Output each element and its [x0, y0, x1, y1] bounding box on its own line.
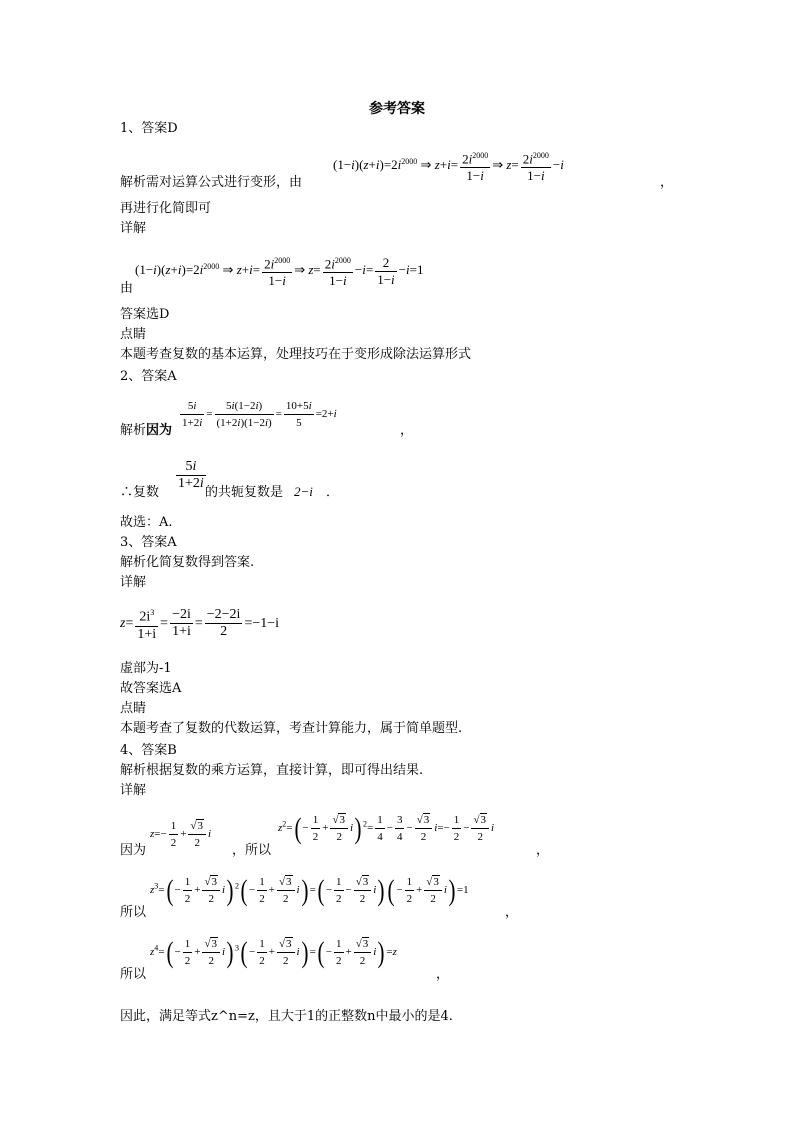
q1-detail-label: 详解: [120, 221, 147, 236]
q1-analysis-prefix: 解析需对运算公式进行变形，由: [120, 175, 303, 190]
q1-choice: 答案选D: [120, 307, 170, 322]
q4-z4: $z^4=$( − $\frac{1}{2}$ + $\frac{√3}{2}$ i) $^3$( − $\frac{1}{2}$ + $\frac{√3}{2}$ i) =( − $\frac{1}{2}$ + $\frac{√3}{2}$ i) =z: [150, 935, 397, 969]
page-title: 参考答案: [369, 101, 425, 117]
q3-comment-text: 本题考查了复数的代数运算，考查计算能力，属于简单题型.: [120, 721, 463, 736]
q2-formula: $\frac{5i}{1+2i}$ = $\frac{5i(1-2i)}{(1+2i)(1-2i)}$ = $\frac{10+5i}{5}$ =2+i: [182, 400, 337, 429]
q4-detail-label: 详解: [120, 783, 147, 798]
q2-analysis-prefix: 解析: [120, 423, 147, 438]
q2-answer: 2、答案A: [120, 369, 177, 384]
q2-therefore-mid: 的共轭复数是: [205, 485, 284, 500]
q4-answer: 4、答案B: [120, 743, 177, 758]
q3-formula: z= $\frac{2i^3}{1+i}$ = $\frac{-2i}{1+i}$ = $\frac{-2-2i}{2}$ =−1−i: [120, 605, 279, 643]
q4-so-1: ，所以: [232, 843, 272, 858]
q3-comment-label: 点睛: [120, 701, 147, 716]
q1-comment-text: 本题考查复数的基本运算，处理技巧在于变形成除法运算形式: [120, 347, 472, 362]
q4-analysis: 解析根据复数的乘方运算，直接计算，即可得出结果.: [120, 763, 424, 778]
q4-comma-2: ，: [505, 905, 519, 920]
q2-fraction: $\frac{5i}{1+2i}$: [178, 459, 204, 491]
q1-answer: 1、答案D: [120, 121, 178, 136]
q4-conclusion: 因此，满足等式z^n=z，且大于1的正整数n中最小的是4.: [120, 1009, 453, 1024]
q4-so-3: 所以: [120, 967, 147, 982]
q1-detail-prefix: 由: [120, 281, 134, 296]
q3-analysis: 解析化简复数得到答案.: [120, 555, 255, 570]
q3-imag: 虚部为-1: [120, 661, 172, 676]
q2-comma: ，: [400, 423, 414, 438]
q4-z2: $z^2=$( − $\frac{1}{2}$ + $\frac{√3}{2}$ i) $^2$= $\frac{1}{4}$ − $\frac{3}{4}$ − $\frac{√3}{2}$ i=− $\frac{1}{2}$ − $\frac{√3}{2}$ i: [278, 811, 495, 845]
q2-choice: 故选：A.: [120, 515, 173, 530]
q4-z-def: z=− $\frac{1}{2}$ + $\frac{√3}{2}$ i: [150, 820, 212, 849]
q2-period: ．: [326, 485, 340, 500]
q1-comma: ，: [660, 175, 674, 190]
q3-answer: 3、答案A: [120, 535, 177, 550]
q1-analysis-cont: 再进行化简即可: [120, 201, 212, 216]
q4-comma-1: ，: [536, 843, 550, 858]
q2-analysis: [120, 422, 172, 440]
q2-conj: 2−i: [294, 484, 313, 499]
q4-because: 因为: [120, 843, 147, 858]
q3-detail-label: 详解: [120, 575, 147, 590]
q3-choice: 故答案选A: [120, 681, 182, 696]
q2-therefore-prefix: ∴复数: [120, 485, 160, 500]
q1-detail-formula: $(1-i)(z+i)=2i^{2000}$ ⇒ z+i= $\frac{2i^{2000}}{1-i}$ ⇒ z= $\frac{2i^{2000}}{1-i}$ −i= $\frac{2}{1-i}$ −i=1: [135, 254, 424, 289]
q4-comma-3: ，: [436, 967, 450, 982]
q4-so-2: 所以: [120, 905, 147, 920]
q2-analysis-bold: 因为: [146, 423, 173, 438]
q1-comment-label: 点睛: [120, 327, 147, 342]
q4-z3: $z^3=$( − $\frac{1}{2}$ + $\frac{√3}{2}$ i) $^2$( − $\frac{1}{2}$ + $\frac{√3}{2}$ i) =( − $\frac{1}{2}$ − $\frac{√3}{2}$ i) ( − $\frac{1}{2}$ + $\frac{√3}{2}$ i) =1: [150, 873, 469, 907]
q1-analysis-formula: $(1-i)(z+i)=2i^{2000}$ ⇒ z+i= $\frac{2i^{2000}}{1-i}$ ⇒ z= $\frac{2i^{2000}}{1-i}$ −i: [333, 148, 564, 184]
